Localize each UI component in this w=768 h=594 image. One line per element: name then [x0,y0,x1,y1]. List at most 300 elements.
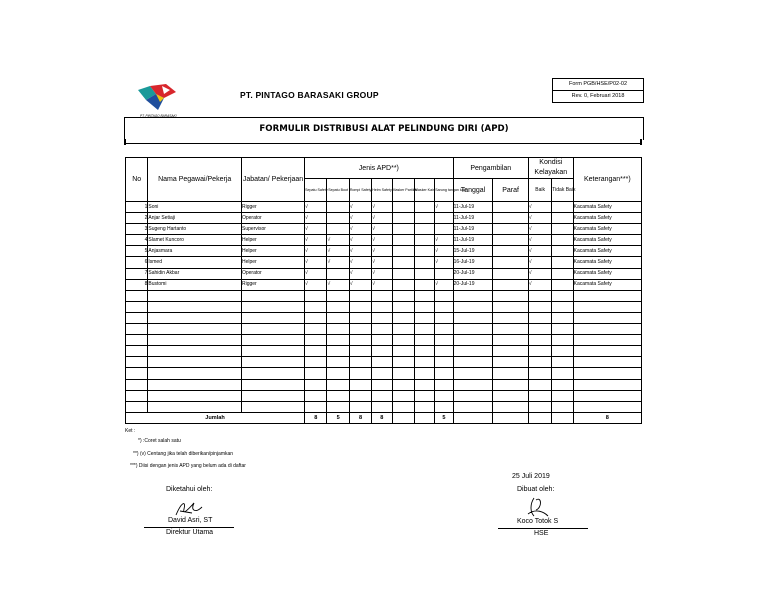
apd-check [414,279,434,290]
apd-check: √ [435,257,453,268]
empty-cell [435,301,453,312]
empty-cell [453,290,493,301]
row-notes: Kacamata Safety [573,279,641,290]
total-apd: 8 [372,412,392,423]
apd-check [392,246,414,257]
apd-check: √ [349,257,371,268]
empty-cell [573,324,641,335]
condition-bad [552,246,573,257]
empty-cell [392,324,414,335]
empty-cell [552,335,573,346]
empty-cell [327,312,349,323]
empty-cell [453,301,493,312]
header-job: Jabatan/ Pekerjaan [241,158,304,202]
empty-cell [453,312,493,323]
employee-name: Ismed [148,257,242,268]
empty-cell [392,379,414,390]
condition-good: √ [528,202,551,213]
apd-check [414,246,434,257]
apd-check [414,224,434,235]
empty-cell [392,312,414,323]
header-paraf: Paraf [493,179,529,202]
empty-cell [305,290,327,301]
form-title: FORMULIR DISTRIBUSI ALAT PELINDUNG DIRI (APD) [124,117,644,140]
employee-job: Helper [241,235,304,246]
empty-cell [435,346,453,357]
empty-cell [552,368,573,379]
empty-cell [392,401,414,412]
apd-check: √ [305,224,327,235]
pickup-date: 20-Jul-19 [453,279,493,290]
apd-check [327,202,349,213]
condition-good: √ [528,235,551,246]
row-notes: Kacamata Safety [573,224,641,235]
empty-cell [372,324,392,335]
empty-table-row [126,379,642,390]
empty-cell [493,346,529,357]
left-signature-label: Diketahui oleh: [166,486,213,493]
header-apd-item: Rompi Safety [349,179,371,202]
header-apd-item: Masker Partikel [392,179,414,202]
empty-cell [372,335,392,346]
empty-cell [493,357,529,368]
empty-cell [305,335,327,346]
header-apd-item: Helm Safety [372,179,392,202]
empty-cell [528,401,551,412]
empty-cell [241,290,304,301]
form-code: Form PGB/HSE/P02-02 [568,81,628,87]
pickup-date: 11-Jul-19 [453,213,493,224]
total-apd [392,412,414,423]
apd-check: √ [305,268,327,279]
empty-cell [305,401,327,412]
empty-cell [392,390,414,401]
empty-cell [305,368,327,379]
empty-cell [493,312,529,323]
condition-good: √ [528,268,551,279]
empty-cell [372,357,392,368]
row-notes: Kacamata Safety [573,202,641,213]
apd-check: √ [435,246,453,257]
empty-cell [493,368,529,379]
empty-cell [392,346,414,357]
row-notes: Kacamata Safety [573,235,641,246]
empty-cell [528,290,551,301]
empty-cell [148,324,242,335]
empty-cell [435,324,453,335]
logo-caption: PT. PINTAGO BARASAKI [140,114,177,118]
left-signer-name: David Asri, ST [168,517,213,524]
empty-cell [414,357,434,368]
apd-check [327,268,349,279]
total-empty [552,412,573,423]
empty-cell [148,390,242,401]
empty-table-row [126,346,642,357]
pickup-paraf [493,246,529,257]
empty-cell [392,301,414,312]
apd-check [392,202,414,213]
empty-cell [552,312,573,323]
empty-cell [305,301,327,312]
empty-cell [327,335,349,346]
empty-cell [126,312,148,323]
row-number: 4 [126,235,148,246]
company-logo-icon [132,80,180,120]
empty-cell [435,335,453,346]
empty-cell [126,335,148,346]
empty-cell [327,357,349,368]
apd-check: √ [372,202,392,213]
pickup-paraf [493,235,529,246]
total-apd: 8 [349,412,371,423]
pickup-date: 11-Jul-19 [453,235,493,246]
apd-check [414,235,434,246]
row-number: 2 [126,213,148,224]
totals-label: Jumlah [126,412,305,423]
empty-cell [453,357,493,368]
employee-name: Soni [148,202,242,213]
apd-check: √ [349,279,371,290]
empty-cell [573,290,641,301]
apd-check: √ [305,246,327,257]
total-empty [528,412,551,423]
apd-check: √ [305,279,327,290]
empty-cell [414,312,434,323]
empty-cell [573,401,641,412]
apd-check: √ [372,279,392,290]
pickup-paraf [493,202,529,213]
empty-cell [528,312,551,323]
right-signature-label: Dibuat oleh: [517,486,555,493]
empty-cell [552,390,573,401]
header-apd-item: Sepatu Boot [327,179,349,202]
condition-bad [552,279,573,290]
empty-cell [552,357,573,368]
empty-cell [435,312,453,323]
empty-cell [392,357,414,368]
empty-cell [305,312,327,323]
empty-cell [327,346,349,357]
empty-cell [435,401,453,412]
pickup-date: 16-Jul-19 [453,257,493,268]
empty-cell [372,368,392,379]
header-apd-item: Sepatu Safety [305,179,327,202]
empty-cell [573,301,641,312]
empty-cell [552,346,573,357]
employee-job: Rigger [241,202,304,213]
company-name: PT. PINTAGO BARASAKI GROUP [240,90,379,100]
employee-job: Supervisor [241,224,304,235]
table-row [126,257,642,268]
empty-cell [241,335,304,346]
empty-cell [305,357,327,368]
empty-cell [126,290,148,301]
empty-cell [241,379,304,390]
empty-cell [241,401,304,412]
header-no: No [126,158,148,202]
header-apd-item: Masker Kain [414,179,434,202]
apd-check [435,213,453,224]
header-pickup-group: Pengambilan [453,158,528,179]
empty-cell [305,379,327,390]
empty-cell [453,401,493,412]
empty-cell [327,368,349,379]
empty-cell [372,290,392,301]
empty-cell [349,324,371,335]
empty-cell [435,290,453,301]
note-line: ***) Diisi dengan jenis APD yang belum ada di daftar [130,463,246,469]
empty-cell [372,346,392,357]
employee-name: Sahidin Akbar [148,268,242,279]
empty-cell [241,324,304,335]
apd-check: √ [305,213,327,224]
empty-cell [148,335,242,346]
apd-check: √ [349,246,371,257]
table-row [126,246,642,257]
apd-check: √ [327,235,349,246]
empty-cell [126,368,148,379]
empty-cell [414,379,434,390]
apd-check [435,224,453,235]
empty-cell [372,379,392,390]
pickup-date: 11-Jul-19 [453,224,493,235]
empty-table-row [126,324,642,335]
row-notes: Kacamata Safety [573,246,641,257]
empty-cell [573,312,641,323]
empty-cell [349,379,371,390]
empty-cell [573,346,641,357]
empty-cell [148,368,242,379]
row-notes: Kacamata Safety [573,268,641,279]
empty-cell [126,346,148,357]
empty-cell [372,301,392,312]
left-signer-position: Direktur Utama [166,529,214,536]
empty-table-row [126,335,642,346]
empty-cell [349,357,371,368]
empty-cell [528,390,551,401]
empty-cell [349,368,371,379]
row-number: 1 [126,202,148,213]
empty-table-row [126,290,642,301]
empty-cell [414,301,434,312]
empty-cell [552,379,573,390]
apd-check: √ [327,246,349,257]
employee-job: Rigger [241,279,304,290]
total-empty [493,412,529,423]
empty-cell [126,401,148,412]
empty-cell [414,401,434,412]
employee-job: Helper [241,246,304,257]
empty-cell [349,401,371,412]
empty-cell [126,390,148,401]
empty-cell [493,335,529,346]
empty-cell [148,290,242,301]
header-date: Tanggal [453,179,493,202]
empty-cell [552,290,573,301]
form-revision: Rev. 0, Februari 2018 [553,90,643,102]
empty-cell [414,390,434,401]
apd-check: √ [305,202,327,213]
empty-cell [435,357,453,368]
empty-cell [327,290,349,301]
empty-cell [349,290,371,301]
empty-cell [327,390,349,401]
header-apd-item: Sarung tangan kain [435,179,453,202]
employee-job: Operator [241,213,304,224]
apd-check: √ [372,257,392,268]
apd-check [392,224,414,235]
empty-cell [126,379,148,390]
employee-name: Slamet Kuncoro [148,235,242,246]
empty-cell [148,301,242,312]
total-apd: 5 [435,412,453,423]
note-line: *) :Coret salah satu [138,438,181,444]
apd-check: √ [435,202,453,213]
empty-cell [528,368,551,379]
empty-cell [305,324,327,335]
table-row [126,235,642,246]
empty-cell [148,312,242,323]
form-info-box [552,78,644,103]
empty-cell [241,390,304,401]
apd-check: √ [327,257,349,268]
apd-check [414,213,434,224]
condition-good: √ [528,224,551,235]
total-notes: 8 [573,412,641,423]
empty-cell [453,346,493,357]
header-good: Baik [528,179,551,202]
apd-check: √ [327,279,349,290]
left-signature-line [144,527,234,528]
empty-cell [414,368,434,379]
table-row [126,279,642,290]
empty-cell [349,346,371,357]
empty-table-row [126,368,642,379]
header-notes: Keterangan***) [573,158,641,202]
pickup-date: 20-Jul-19 [453,268,493,279]
title-rule-left-tick [124,139,126,145]
empty-cell [349,312,371,323]
apd-check: √ [372,235,392,246]
apd-check [327,213,349,224]
empty-cell [573,368,641,379]
apd-check [392,279,414,290]
right-signature-line [498,528,588,529]
condition-bad [552,235,573,246]
condition-bad [552,213,573,224]
empty-cell [528,324,551,335]
row-number: 8 [126,279,148,290]
apd-check [414,257,434,268]
totals-row [126,412,642,423]
total-apd: 5 [327,412,349,423]
condition-bad [552,257,573,268]
condition-good: √ [528,257,551,268]
empty-cell [493,301,529,312]
empty-cell [528,335,551,346]
empty-cell [493,324,529,335]
empty-cell [126,324,148,335]
table-row [126,224,642,235]
header-bad: Tidak Baik [552,179,573,202]
empty-cell [305,390,327,401]
empty-cell [435,379,453,390]
empty-cell [241,346,304,357]
empty-cell [414,324,434,335]
table-row [126,213,642,224]
empty-cell [552,301,573,312]
empty-table-row [126,357,642,368]
empty-cell [327,324,349,335]
apd-check: √ [372,246,392,257]
total-empty [453,412,493,423]
empty-cell [414,346,434,357]
apd-check [392,235,414,246]
pickup-date: 15-Jul-19 [453,246,493,257]
empty-cell [148,401,242,412]
empty-cell [453,324,493,335]
row-number: 7 [126,268,148,279]
row-number: 5 [126,246,148,257]
row-number: 6 [126,257,148,268]
empty-cell [148,379,242,390]
empty-cell [241,357,304,368]
title-rule-right-tick [640,139,642,145]
apd-check: √ [435,279,453,290]
pickup-paraf [493,257,529,268]
apd-check [392,213,414,224]
empty-cell [241,368,304,379]
empty-cell [327,401,349,412]
empty-cell [552,324,573,335]
signature-date: 25 Juli 2019 [512,473,550,480]
condition-good: √ [528,213,551,224]
empty-cell [372,312,392,323]
empty-cell [573,335,641,346]
right-signer-name: Koco Totok S [517,518,559,525]
empty-cell [552,401,573,412]
empty-cell [414,335,434,346]
apd-distribution-table [125,157,642,424]
empty-cell [435,390,453,401]
empty-cell [528,357,551,368]
empty-cell [573,379,641,390]
right-signer-position: HSE [534,530,549,537]
employee-name: Anjar Setiaji [148,213,242,224]
empty-cell [392,368,414,379]
empty-cell [126,301,148,312]
empty-cell [349,335,371,346]
empty-cell [126,357,148,368]
apd-check [392,268,414,279]
apd-check [414,268,434,279]
empty-cell [453,335,493,346]
empty-cell [493,390,529,401]
employee-name: Anjasmara [148,246,242,257]
pickup-paraf [493,268,529,279]
apd-check [327,224,349,235]
header-apd-group: Jenis APD**) [305,158,454,179]
empty-cell [453,390,493,401]
condition-bad [552,224,573,235]
empty-cell [372,390,392,401]
employee-name: Sugeng Hartanto [148,224,242,235]
empty-cell [349,390,371,401]
pickup-paraf [493,224,529,235]
empty-cell [435,368,453,379]
empty-cell [493,290,529,301]
empty-cell [392,335,414,346]
